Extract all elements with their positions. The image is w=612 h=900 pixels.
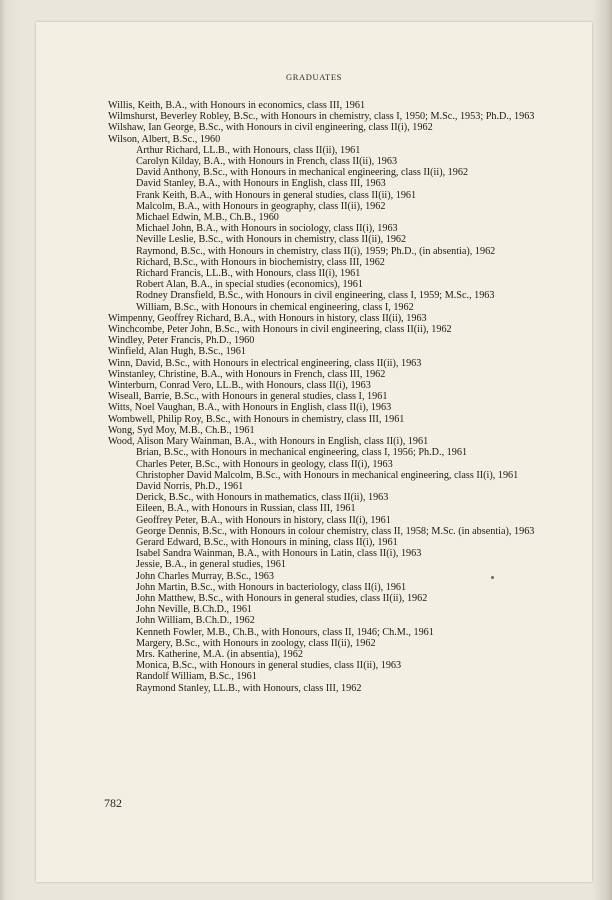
sub-entry: Geoffrey Peter, B.A., with Honours in history, class II(i), 1961 [136,514,391,526]
sub-entry: John Matthew, B.Sc., with Honours in general studies, class II(ii), 1962 [136,592,428,604]
sub-entry: Michael John, B.A., with Honours in sociology, class II(i), 1963 [136,223,398,235]
graduate-entry: Wilshaw, Ian George, B.Sc., with Honours in civil engineering, class II(i), 1962 [108,122,433,134]
sub-entry: George Dennis, B.Sc., with Honours in colour chemistry, class II, 1958; M.Sc. (in absentia), 1963 [136,525,535,537]
graduate-list [108,100,578,694]
sub-entry: John Charles Murray, B.Sc., 1963 [136,570,274,582]
sub-entry: Monica, B.Sc., with Honours in general studies, class II(ii), 1963 [136,660,402,672]
sub-entry: Neville Leslie, B.Sc., with Honours in chemistry, class II(ii), 1962 [136,234,407,246]
graduate-entry: Wilmshurst, Beverley Robley, B.Sc., with Honours in chemistry, class I, 1950; M.Sc., 1953; Ph.D., 1963 [108,111,535,123]
sub-entry: Jessie, B.A., in general studies, 1961 [136,559,286,571]
graduate-entry: Witts, Noel Vaughan, B.A., with Honours in English, class II(i), 1963 [108,402,392,414]
sub-entry: Derick, B.Sc., with Honours in mathematics, class II(ii), 1963 [136,492,389,504]
sub-entry: Randolf William, B.Sc., 1961 [136,671,257,683]
sub-entry: John William, B.Ch.D., 1962 [136,615,255,627]
graduate-entry: Wiseall, Barrie, B.Sc., with Honours in general studies, class I, 1961 [108,391,388,403]
sub-entry: Margery, B.Sc., with Honours in zoology, class II(ii), 1962 [136,637,376,649]
graduate-entry: Wood, Alison Mary Wainman, B.A., with Honours in English, class II(i), 1961 [108,436,429,448]
graduate-entry: Wong, Syd Moy, M.B., Ch.B., 1961 [108,424,255,436]
sub-entry: Christopher David Malcolm, B.Sc., with Honours in mechanical engineering, class II(i), 1961 [136,469,519,481]
graduate-entry: Winn, David, B.Sc., with Honours in electrical engineering, class II(ii), 1963 [108,357,422,369]
sub-entry: Richard, B.Sc., with Honours in biochemistry, class III, 1962 [136,256,385,268]
sub-entry: Brian, B.Sc., with Honours in mechanical engineering, class I, 1956; Ph.D., 1961 [136,447,468,459]
sub-entry: Raymond Stanley, LL.B., with Honours, class III, 1962 [136,682,362,694]
graduate-entry: Wilson, Albert, B.Sc., 1960 [108,133,221,145]
sub-entry: Charles Peter, B.Sc., with Honours in geology, class II(i), 1963 [136,458,393,470]
sub-entry: Michael Edwin, M.B., Ch.B., 1960 [136,212,279,224]
document-page [36,22,592,882]
sub-entry: Rodney Dransfield, B.Sc., with Honours in civil engineering, class I, 1959; M.Sc., 1963 [136,290,495,302]
sub-entry: David Norris, Ph.D., 1961 [136,480,244,492]
graduate-entry: Windley, Peter Francis, Ph.D., 1960 [108,335,255,347]
graduate-entry: Winfield, Alan Hugh, B.Sc., 1961 [108,346,246,358]
page-number: 782 [104,796,122,810]
sub-entry: Isabel Sandra Wainman, B.A., with Honours in Latin, class II(i), 1963 [136,548,422,560]
running-header: GRADUATES [286,72,342,82]
sub-entry: Kenneth Fowler, M.B., Ch.B., with Honours, class II, 1946; Ch.M., 1961 [136,626,434,638]
sub-entry: Robert Alan, B.A., in special studies (economics), 1961 [136,279,363,291]
sub-entry: Eileen, B.A., with Honours in Russian, class III, 1961 [136,503,356,515]
sub-entry: David Stanley, B.A., with Honours in English, class III, 1963 [136,178,386,190]
graduate-entry: Winchcombe, Peter John, B.Sc., with Honours in civil engineering, class II(ii), 1962 [108,324,452,336]
sub-entry: Arthur Richard, LL.B., with Honours, class II(ii), 1961 [136,144,361,156]
graduate-entry: Wombwell, Philip Roy, B.Sc., with Honours in chemistry, class III, 1961 [108,413,405,425]
sub-entry: Carolyn Kilday, B.A., with Honours in French, class II(ii), 1963 [136,156,398,168]
speck-mark [491,576,494,579]
graduate-entry: Winstanley, Christine, B.A., with Honours in French, class III, 1962 [108,368,386,380]
sub-entry: Malcolm, B.A., with Honours in geography, class II(ii), 1962 [136,200,386,212]
sub-entry: John Martin, B.Sc., with Honours in bacteriology, class II(i), 1961 [136,581,407,593]
graduate-entry: Wimpenny, Geoffrey Richard, B.A., with Honours in history, class II(ii), 1963 [108,312,427,324]
sub-entry: Mrs. Katherine, M.A. (in absentia), 1962 [136,648,303,660]
sub-entry: Gerard Edward, B.Sc., with Honours in mining, class II(i), 1961 [136,536,398,548]
sub-entry: John Neville, B.Ch.D., 1961 [136,604,253,616]
graduate-entry: Winterburn, Conrad Vero, LL.B., with Honours, class II(i), 1963 [108,380,371,392]
sub-entry: William, B.Sc., with Honours in chemical engineering, class I, 1962 [136,301,414,313]
graduate-entry: Willis, Keith, B.A., with Honours in economics, class III, 1961 [108,100,366,111]
sub-entry: Raymond, B.Sc., with Honours in chemistry, class II(i), 1959; Ph.D., (in absentia), 1962 [136,245,496,257]
sub-entry: Richard Francis, LL.B., with Honours, class II(i), 1961 [136,268,361,280]
sub-entry: Frank Keith, B.A., with Honours in general studies, class II(ii), 1961 [136,189,417,201]
sub-entry: David Anthony, B.Sc., with Honours in mechanical engineering, class II(ii), 1962 [136,167,469,179]
